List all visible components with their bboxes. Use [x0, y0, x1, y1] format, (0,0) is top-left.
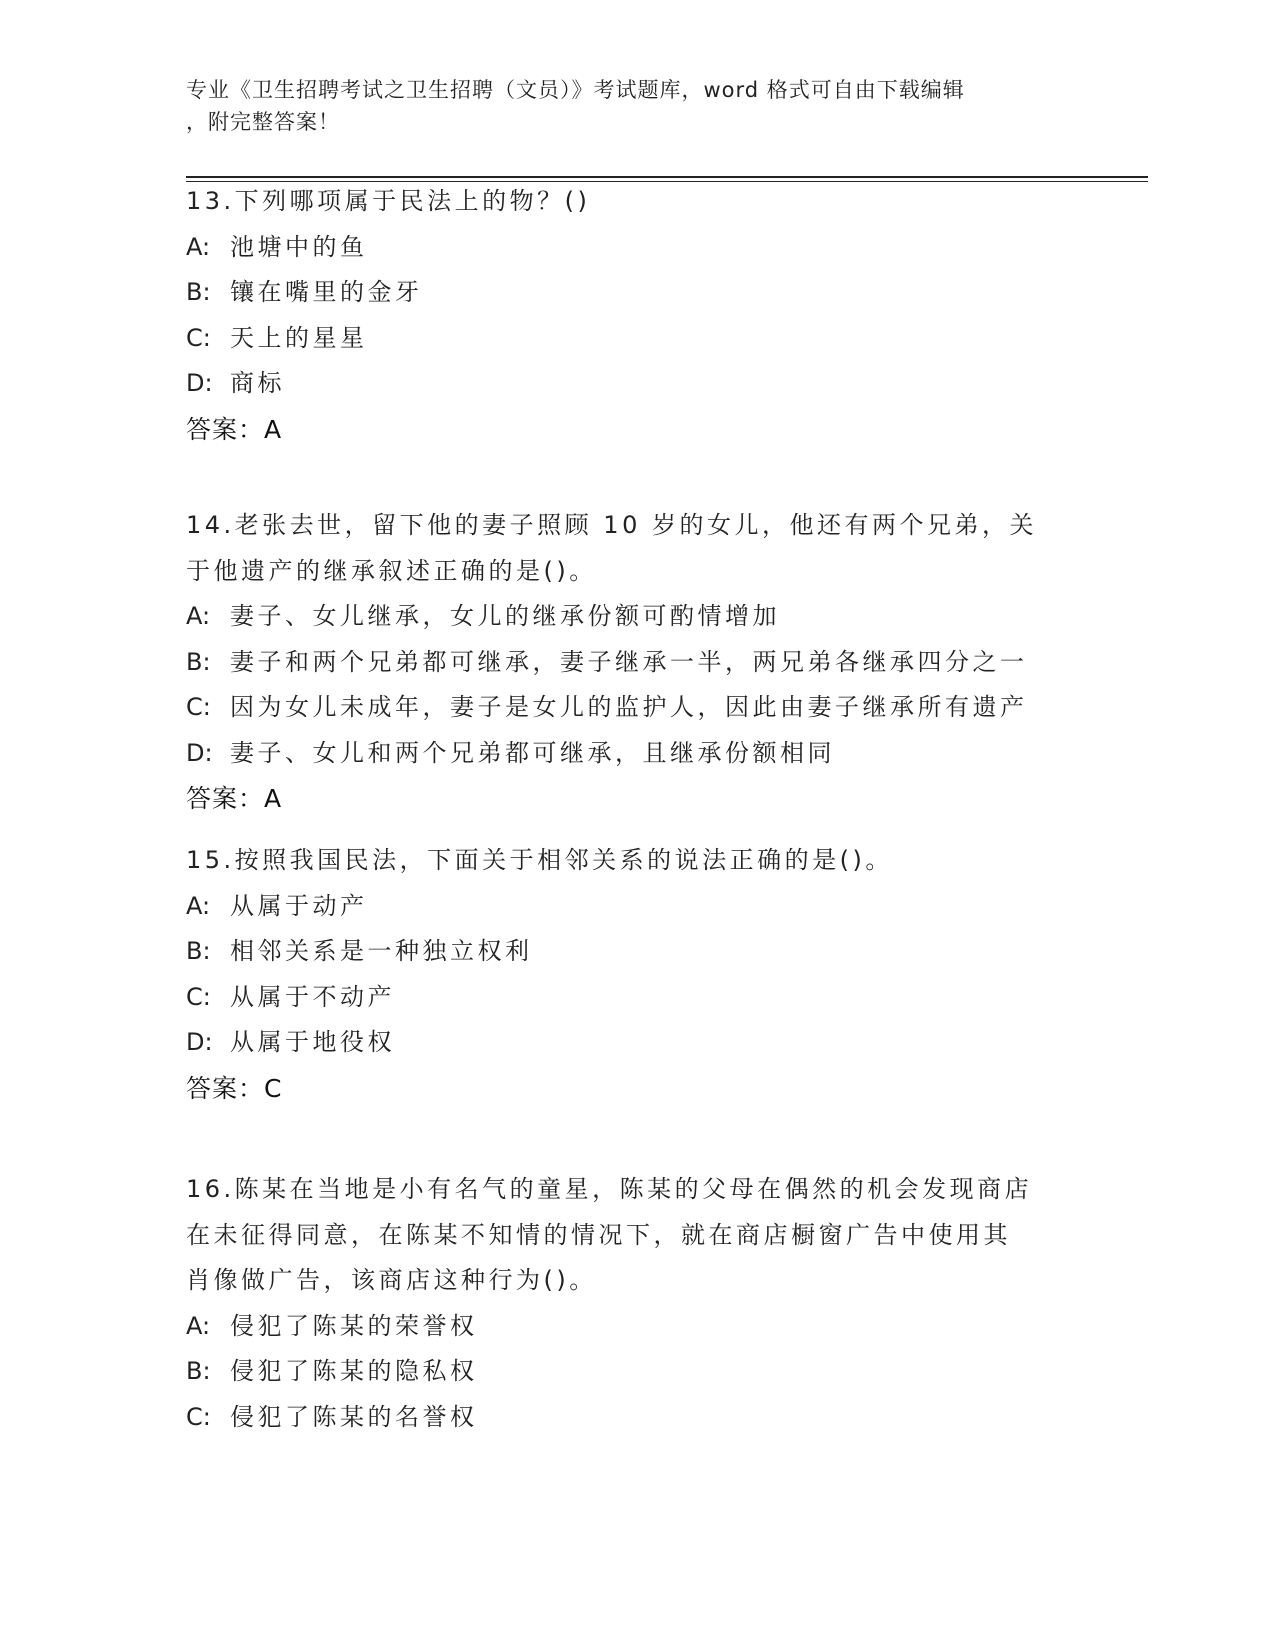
option-label: A:	[186, 891, 211, 920]
option-d	[186, 361, 1086, 407]
option-text: 因为女儿未成年，妻子是女儿的监护人，因此由妻子继承所有遗产	[230, 693, 1028, 721]
option-label: B:	[186, 647, 211, 676]
option-label: A:	[186, 602, 211, 630]
option-b	[186, 640, 1086, 686]
question-stem-line-1: 16.陈某在当地是小有名气的童星，陈某的父母在偶然的机会发现商店	[186, 1175, 1033, 1203]
option-text: 相邻关系是一种独立权利	[230, 937, 533, 965]
option-text: 天上的星星	[230, 323, 368, 352]
header-divider-thick	[186, 176, 1148, 178]
option-text: 妻子、女儿继承，女儿的继承份额可酌情增加	[230, 602, 780, 630]
option-label: D:	[186, 738, 213, 767]
answer: 答案：A	[186, 414, 283, 444]
option-d	[186, 1020, 1086, 1066]
option-text: 侵犯了陈某的荣誉权	[230, 1311, 478, 1340]
option-c	[186, 975, 1086, 1021]
option-text: 商标	[230, 369, 285, 397]
answer: 答案：A	[186, 784, 283, 813]
option-c	[186, 1395, 1086, 1441]
option-label: A:	[186, 1311, 211, 1340]
question-16	[186, 1167, 1086, 1440]
question-14	[186, 503, 1086, 822]
option-label: C:	[186, 693, 211, 721]
option-b	[186, 270, 1086, 316]
option-label: B:	[186, 278, 211, 306]
option-b	[186, 929, 1086, 975]
question-13	[186, 179, 1086, 452]
option-label: D:	[186, 369, 213, 397]
option-label: D:	[186, 1028, 213, 1056]
option-a	[186, 225, 1086, 271]
option-label: B:	[186, 1357, 211, 1385]
option-a	[186, 1304, 1086, 1350]
option-text: 从属于不动产	[230, 982, 395, 1011]
question-15	[186, 838, 1086, 1111]
option-b	[186, 1349, 1086, 1395]
question-stem: 13.下列哪项属于民法上的物？()	[186, 187, 591, 215]
question-stem-line-2: 在未征得同意，在陈某不知情的情况下，就在商店橱窗广告中使用其	[186, 1220, 1011, 1249]
option-text: 妻子、女儿和两个兄弟都可继承，且继承份额相同	[230, 738, 835, 767]
option-label: C:	[186, 1402, 211, 1431]
header-line-1: 专业《卫生招聘考试之卫生招聘（文员）》考试题库，word 格式可自由下载编辑	[186, 78, 965, 102]
option-text: 从属于动产	[230, 891, 368, 920]
option-a	[186, 594, 1086, 640]
option-text: 侵犯了陈某的名誉权	[230, 1402, 478, 1431]
option-text: 池塘中的鱼	[230, 232, 368, 261]
header-line-2: ，附完整答案！	[186, 110, 340, 134]
answer: 答案：C	[186, 1073, 283, 1103]
document-header	[186, 74, 1066, 138]
option-text: 镶在嘴里的金牙	[230, 278, 423, 306]
option-text: 侵犯了陈某的隐私权	[230, 1357, 478, 1385]
option-label: A:	[186, 232, 211, 261]
question-stem: 15.按照我国民法，下面关于相邻关系的说法正确的是()。	[186, 846, 893, 874]
option-d	[186, 731, 1086, 777]
option-c	[186, 316, 1086, 362]
option-text: 从属于地役权	[230, 1028, 395, 1056]
question-stem-line-2: 于他遗产的继承叙述正确的是()。	[186, 556, 597, 585]
option-text: 妻子和两个兄弟都可继承，妻子继承一半，两兄弟各继承四分之一	[230, 647, 1028, 676]
question-stem-line-3: 肖像做广告，该商店这种行为()。	[186, 1266, 597, 1294]
question-stem-line-1: 14.老张去世，留下他的妻子照顾 10 岁的女儿，他还有两个兄弟，关	[186, 511, 1037, 539]
option-label: B:	[186, 937, 211, 965]
option-a	[186, 884, 1086, 930]
option-label: C:	[186, 323, 211, 352]
option-c	[186, 685, 1086, 731]
option-label: C:	[186, 982, 211, 1011]
